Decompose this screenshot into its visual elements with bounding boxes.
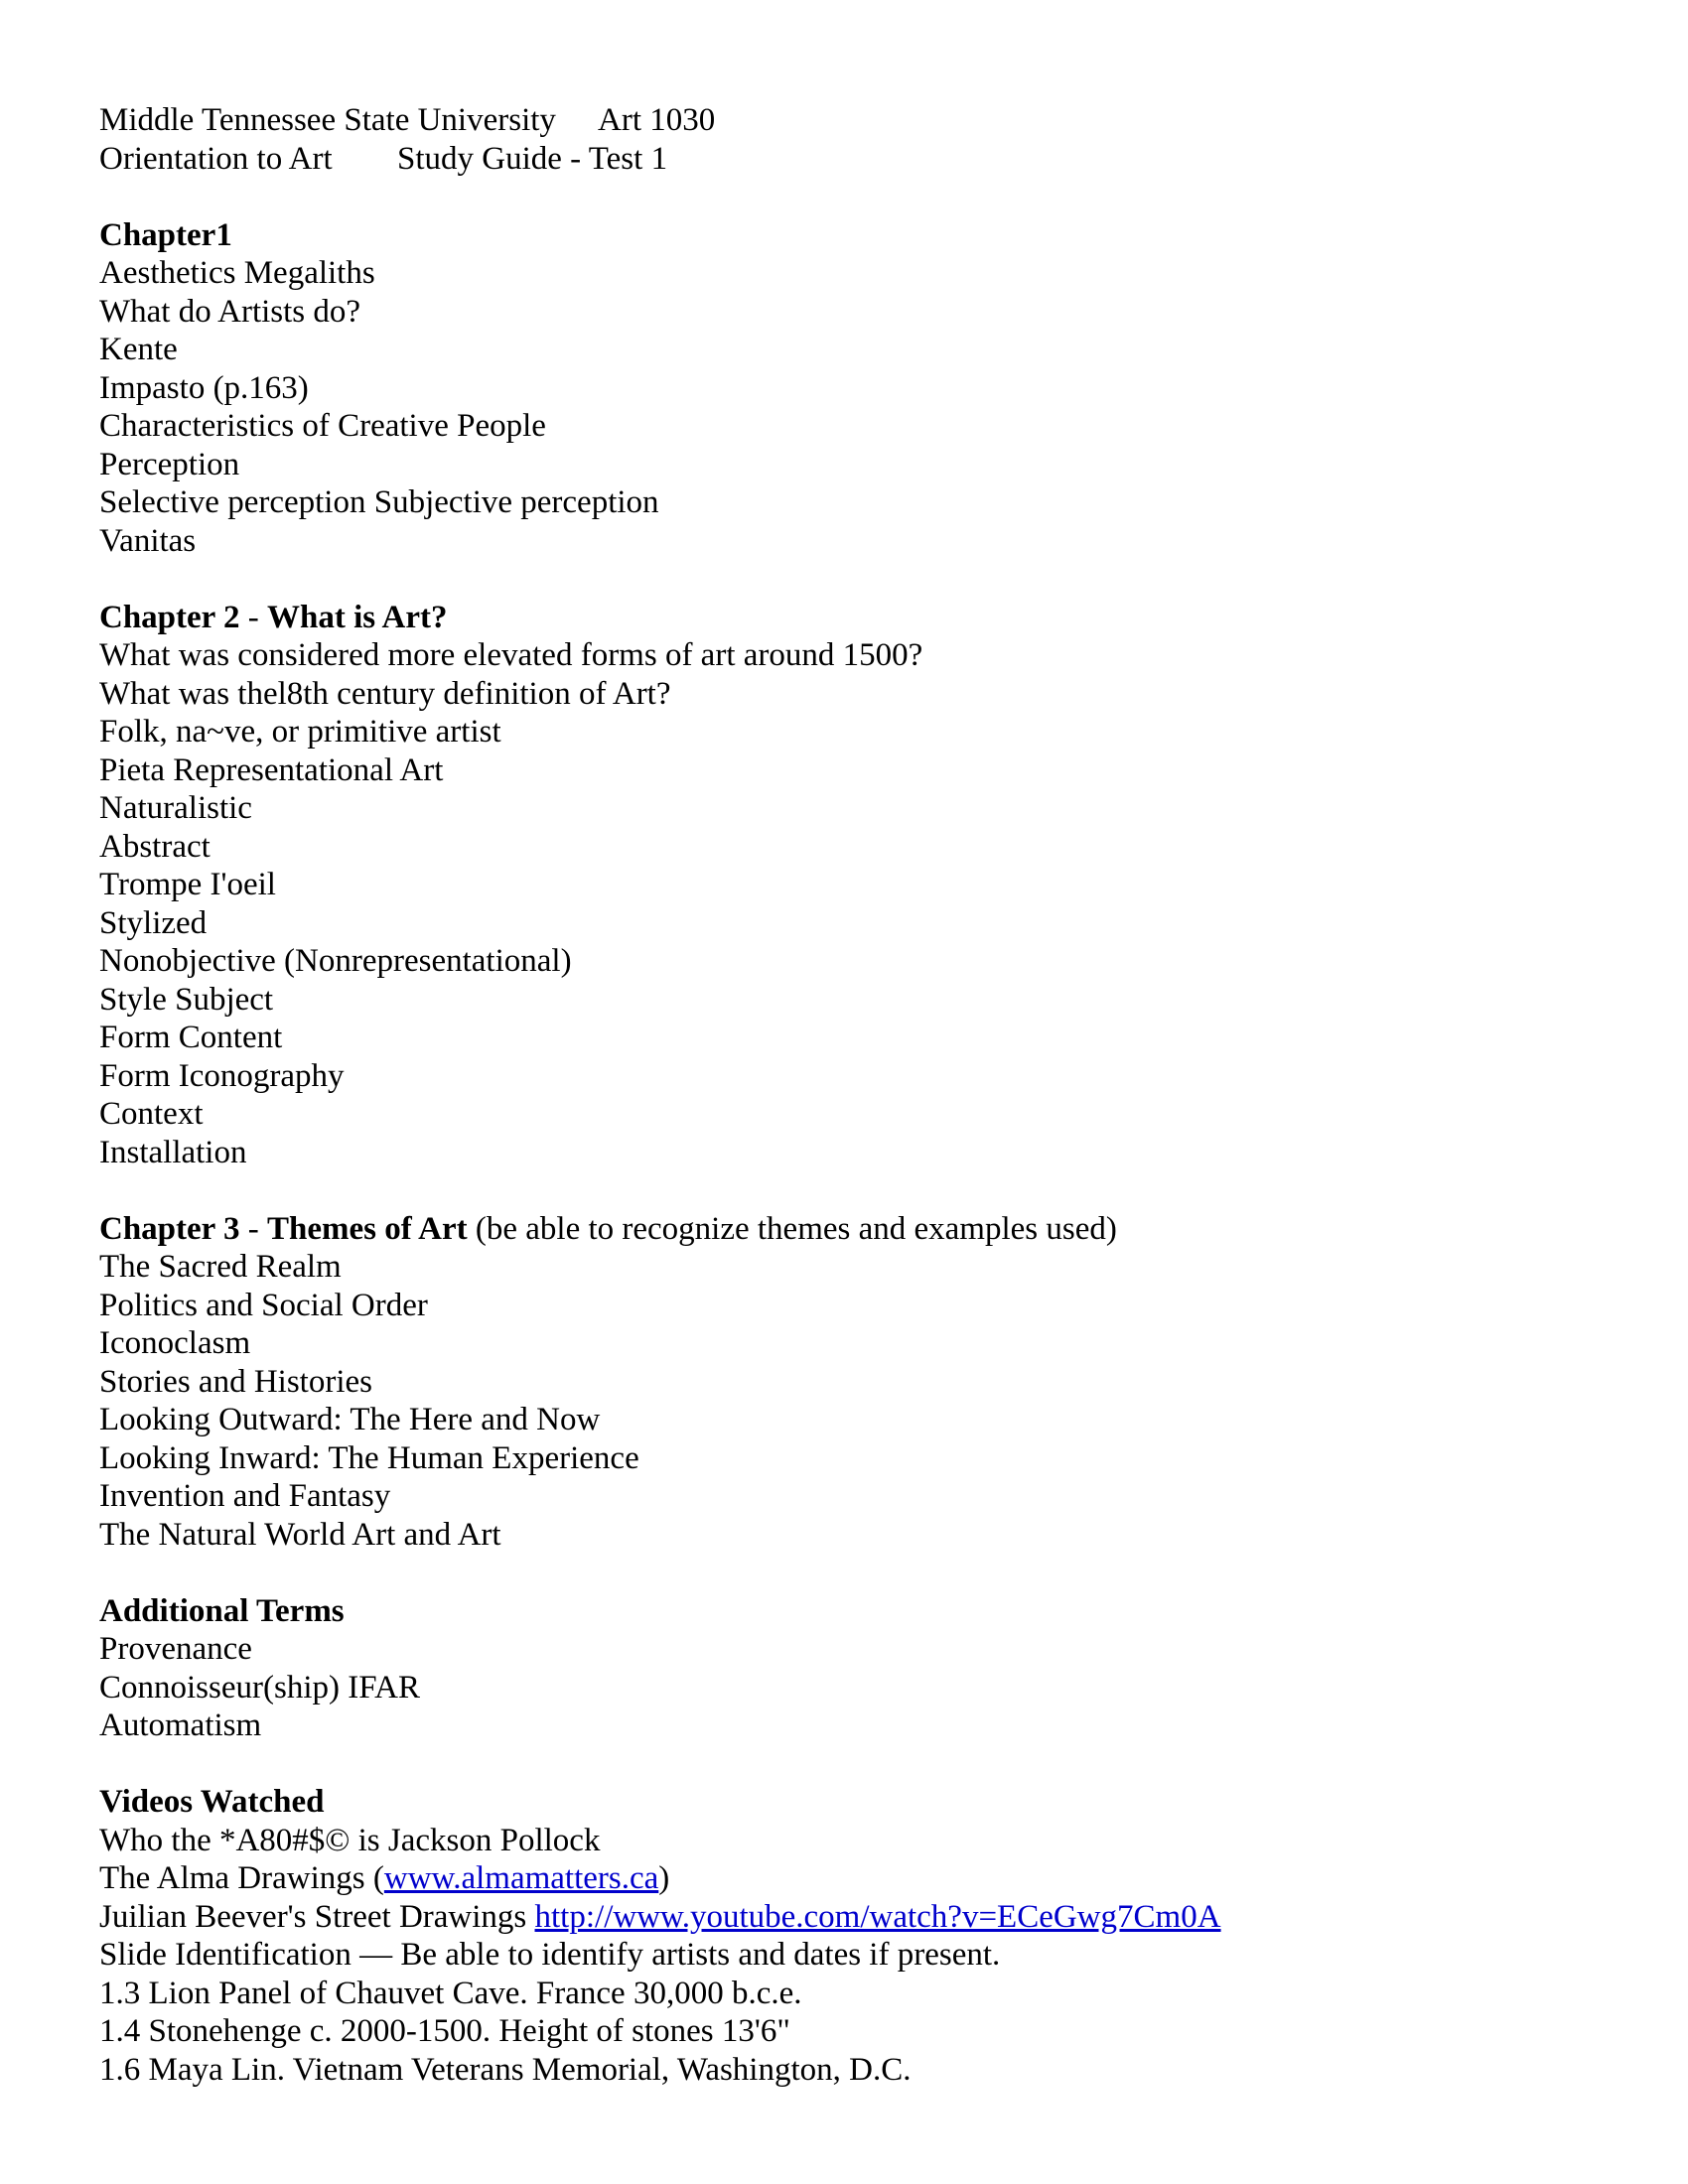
text: Stories and Histories [99, 1363, 372, 1400]
term-line [99, 2051, 1648, 2090]
text: The Sacred Realm [99, 1249, 342, 1285]
term-line [99, 789, 1648, 828]
text: What do Artists do? [99, 293, 361, 330]
document-header [99, 101, 1648, 178]
bold-text: Themes of Art [266, 1210, 468, 1247]
term-line [99, 1401, 1648, 1439]
term-line [99, 1095, 1648, 1134]
term-line [99, 1898, 1648, 1937]
text: Stylized [99, 904, 208, 941]
text: Form Content [99, 1020, 283, 1055]
text: 1.4 Stonehenge c. 2000-1500. Height of stones 13'6" [99, 2013, 790, 2049]
text: Iconoclasm [99, 1325, 251, 1361]
term-line [99, 713, 1648, 751]
term-line [99, 1019, 1648, 1057]
text: Looking Inward: The Human Experience [99, 1439, 639, 1476]
term-line [99, 446, 1648, 484]
text: 1.3 Lion Panel of Chauvet Cave. France 30,000 b.c.e. [99, 1975, 802, 2011]
text: Automatism [99, 1707, 262, 1743]
text: Connoisseur(ship) IFAR [99, 1669, 420, 1706]
text: Politics and Social Order [99, 1287, 428, 1323]
term-line [99, 483, 1648, 522]
section [99, 1592, 1648, 1745]
term-line [99, 1669, 1648, 1707]
text: Selective perception Subjective perception [99, 484, 659, 520]
text: Abstract [99, 828, 211, 865]
section-heading [99, 1592, 1648, 1631]
text: What was thel8th century definition of Art? [99, 675, 671, 712]
term-line [99, 1477, 1648, 1516]
bold-text: Additional Terms [99, 1592, 345, 1629]
bold-text: Videos Watched [99, 1784, 325, 1820]
text: Aesthetics Megaliths [99, 255, 375, 291]
text: The Alma Drawings ( [99, 1860, 384, 1896]
section-heading [99, 1783, 1648, 1822]
term-line [99, 1248, 1648, 1287]
document-content [99, 101, 1648, 2089]
bold-text: Chapter 2 [99, 599, 240, 635]
text: Provenance [99, 1631, 252, 1667]
text: Pieta Representational Art [99, 751, 444, 788]
text: Characteristics of Creative People [99, 408, 546, 444]
university-name: Middle Tennessee State University [99, 102, 556, 138]
text: Form Iconography [99, 1057, 345, 1094]
term-line [99, 1822, 1648, 1860]
text: Juilian Beever's Street Drawings [99, 1898, 535, 1935]
term-line [99, 1134, 1648, 1172]
term-line [99, 1936, 1648, 1975]
text: - [239, 1210, 267, 1247]
term-line [99, 751, 1648, 790]
text: Naturalistic [99, 790, 252, 826]
text: Kente [99, 332, 178, 367]
bold-text: Chapter1 [99, 216, 232, 253]
text: Folk, na~ve, or primitive artist [99, 714, 501, 750]
term-line [99, 1057, 1648, 1096]
term-line [99, 522, 1648, 561]
text: Impasto (p.163) [99, 369, 309, 406]
course-title: Orientation to Art [99, 140, 333, 177]
term-line [99, 1859, 1648, 1898]
term-line [99, 1439, 1648, 1478]
text: - [239, 599, 267, 635]
text: Trompe I'oeil [99, 867, 276, 902]
text: 1.6 Maya Lin. Vietnam Veterans Memorial, Washington, D.C. [99, 2051, 912, 2088]
hyperlink[interactable]: http://www.youtube.com/watch?v=ECeGwg7Cm0A [534, 1898, 1221, 1935]
term-line [99, 2012, 1648, 2051]
term-line [99, 1516, 1648, 1555]
term-line [99, 828, 1648, 867]
section-heading [99, 1210, 1648, 1249]
term-line [99, 1975, 1648, 2013]
term-line [99, 636, 1648, 675]
section-heading [99, 599, 1648, 637]
hyperlink[interactable]: www.almamatters.ca [383, 1860, 659, 1896]
section [99, 1783, 1648, 2089]
text: Context [99, 1096, 204, 1132]
text: Slide Identification — Be able to identify artists and dates if present. [99, 1937, 1001, 1973]
term-line [99, 1324, 1648, 1363]
term-line [99, 331, 1648, 369]
section [99, 216, 1648, 561]
text: The Natural World Art and Art [99, 1516, 501, 1553]
term-line [99, 407, 1648, 446]
term-line [99, 981, 1648, 1020]
document-title: Study Guide - Test 1 [397, 140, 668, 177]
section-heading [99, 216, 1648, 255]
section [99, 1210, 1648, 1555]
term-line [99, 866, 1648, 904]
header-line-2 [99, 140, 1648, 179]
bold-text: What is Art? [266, 599, 448, 635]
term-line [99, 942, 1648, 981]
sections-container [99, 216, 1648, 2090]
section [99, 599, 1648, 1172]
text: Invention and Fantasy [99, 1478, 391, 1514]
text: Style Subject [99, 981, 274, 1018]
header-line-1 [99, 101, 1648, 140]
term-line [99, 254, 1648, 293]
term-line [99, 1363, 1648, 1402]
bold-text: Chapter 3 [99, 1210, 240, 1247]
text: Who the *A80#$© is Jackson Pollock [99, 1822, 601, 1858]
text: What was considered more elevated forms of art around 1500? [99, 637, 923, 673]
text: Looking Outward: The Here and Now [99, 1402, 601, 1437]
term-line [99, 1630, 1648, 1669]
text: Installation [99, 1134, 247, 1170]
course-number: Art 1030 [598, 102, 716, 138]
text: ) [658, 1860, 670, 1896]
text: Nonobjective (Nonrepresentational) [99, 943, 572, 979]
text: (be able to recognize themes and examples used) [467, 1210, 1117, 1247]
term-line [99, 1287, 1648, 1325]
text: Perception [99, 446, 240, 482]
term-line [99, 1706, 1648, 1745]
text: Vanitas [99, 522, 197, 559]
term-line [99, 904, 1648, 943]
term-line [99, 675, 1648, 714]
term-line [99, 293, 1648, 332]
term-line [99, 369, 1648, 408]
